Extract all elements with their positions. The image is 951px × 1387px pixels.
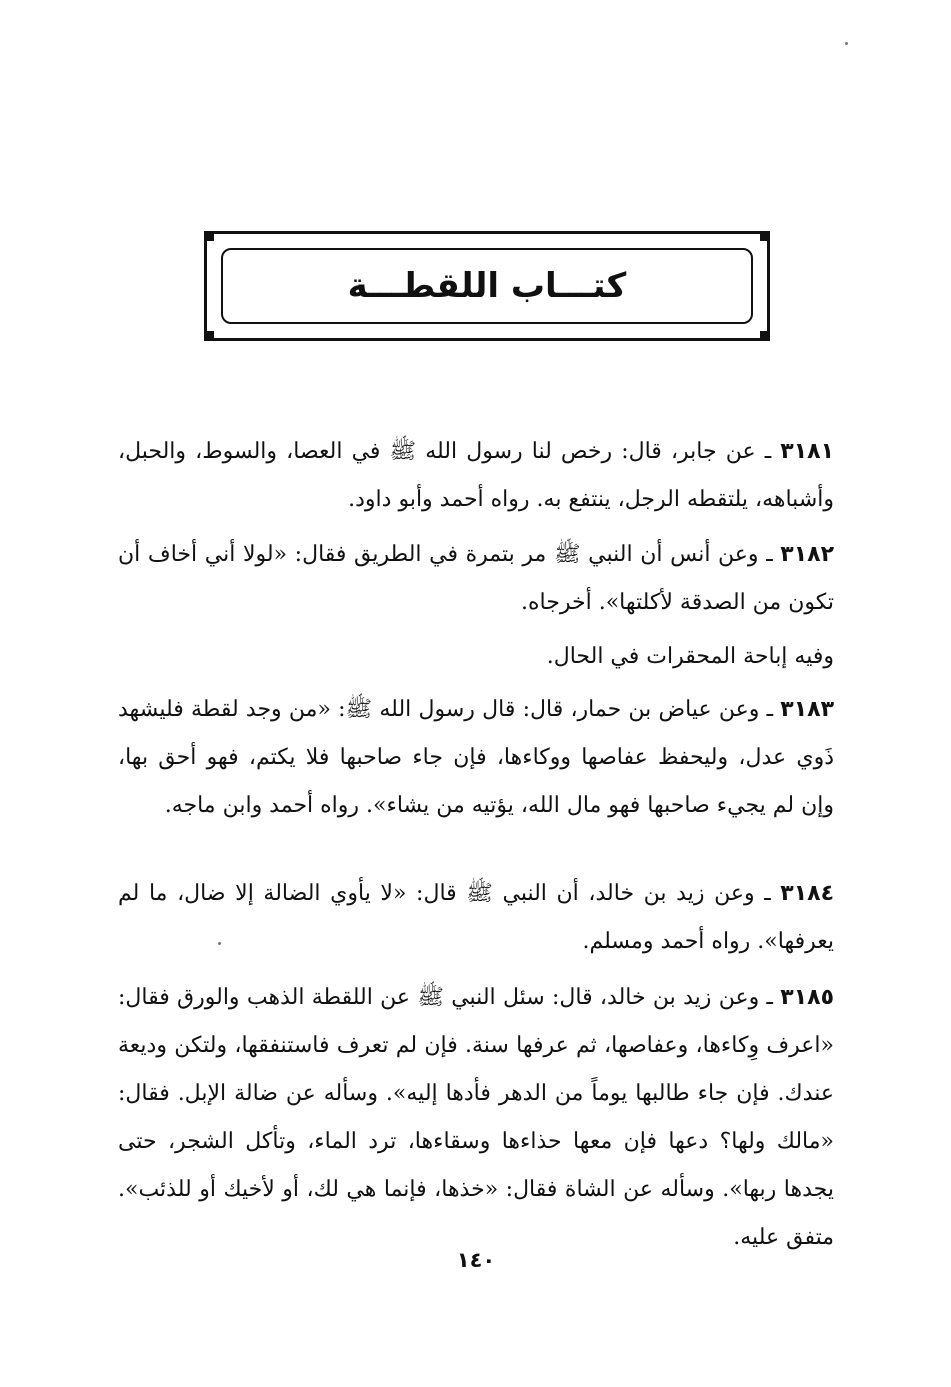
hadith-text: ـ وعن زيد بن خالد، قال: سئل النبي ﷺ عن اللقطة الذهب والورق فقال: «اعرف وِكاءها، وعفاصها، ثم عرفها سنة. فإن لم تعرف فاستنفقها، ولتكن وديعة عندك. فإن جاء طالبها يوماً من الدهر فأدها إليه». وسأله عن ضالة الإبل. فقال: «مالك ولها؟ دعها فإن معها حذاءها وسقاءها، ترد الماء، وتأكل الشجر، حتى يجدها ربها». وسأله عن الشاة فقال: «خذها، فإنما هي لك، أو لأخيك أو للذئب». متفق عليه. (118, 985, 834, 1250)
hadith-paragraph (118, 531, 834, 627)
hadith-paragraph (118, 428, 834, 524)
hadith-number: ٣١٨١ (780, 439, 834, 464)
chapter-title-frame (204, 231, 770, 341)
scan-speck (845, 42, 848, 45)
hadith-paragraph (118, 870, 834, 966)
page-number: ١٤٠ (456, 1248, 496, 1272)
hadith-number: ٣١٨٢ (780, 542, 834, 567)
frame-corner (760, 231, 770, 241)
chapter-title-inner-border (221, 248, 753, 324)
commentary-text: وفيه إباحة المحقرات في الحال. (546, 644, 834, 669)
hadith-text: ـ وعن أنس أن النبي ﷺ مر بتمرة في الطريق فقال: «لولا أني أخاف أن تكون من الصدقة لأكلتها». أخرجاه. (118, 542, 834, 615)
commentary-paragraph (118, 633, 834, 681)
hadith-paragraph (118, 974, 834, 1262)
hadith-text: ـ عن جابر، قال: رخص لنا رسول الله ﷺ في العصا، والسوط، والحبل، وأشباهه، يلتقطه الرجل، ينتفع به. رواه أحمد وأبو داود. (118, 439, 834, 512)
scan-speck (218, 942, 221, 945)
chapter-title: كتـــاب اللقطـــة (347, 266, 627, 306)
hadith-number: ٣١٨٤ (780, 881, 834, 906)
hadith-number: ٣١٨٣ (780, 697, 834, 722)
frame-corner (204, 331, 214, 341)
hadith-number: ٣١٨٥ (780, 985, 834, 1010)
hadith-text: ـ وعن عياض بن حمار، قال: قال رسول الله ﷺ: «من وجد لقطة فليشهد ذَوي عدل، وليحفظ عفاصها ووكاءها، فإن جاء صاحبها فلا يكتم، فهو أحق بها، وإن لم يجيء صاحبها فهو مال الله، يؤتيه من يشاء». رواه أحمد وابن ماجه. (118, 697, 834, 818)
hadith-text: ـ وعن زيد بن خالد، أن النبي ﷺ قال: «لا يأوي الضالة إلا ضال، ما لم يعرفها». رواه أحمد ومسلم. (118, 881, 834, 954)
hadith-paragraph (118, 686, 834, 830)
